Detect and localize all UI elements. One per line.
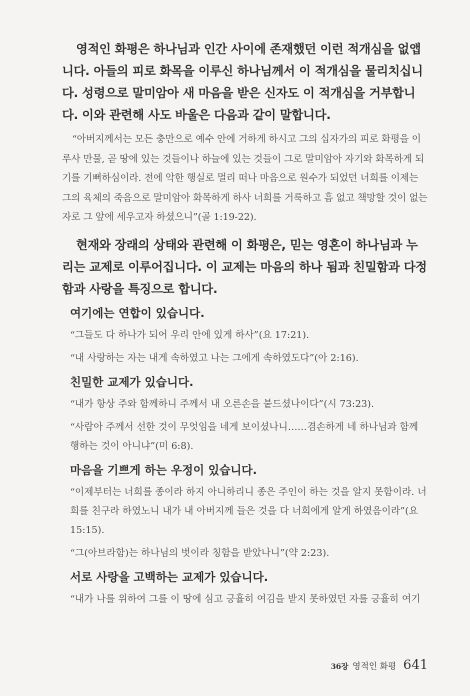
page-footer bbox=[331, 658, 428, 673]
scripture-quote: “내가 항상 주와 함께하니 주께서 내 오른손을 붙드셨나이다”(시 73:23). bbox=[70, 398, 375, 410]
body-paragraph: 영적인 화평은 하나님과 인간 사이에 존재했던 이런 적개심을 없앱니다. 아들의 피로 화목을 이루신 하나님께서 이 적개심을 물리치십니다. 성령으로 말미암아 새 마음을 받은 신자도 이 적개심을 거부합니다. 이와 관련해 사도 바울은 다음과 같이 말합니다. bbox=[62, 42, 423, 122]
scripture-quote: “그들도 다 하나가 되어 우리 안에 있게 하사”(요 17:21). bbox=[70, 329, 310, 341]
section-fellowship bbox=[62, 372, 428, 456]
scripture-quote: “사람아 주께서 선한 것이 무엇임을 네게 보이셨나니……겸손하게 네 하나님과 함께 행하는 것이 아니냐”(미 6:8). bbox=[70, 421, 419, 452]
page-body bbox=[62, 38, 428, 613]
scripture-quote: “그(아브라함)는 하나님의 벗이라 칭함을 받았나니”(약 2:23). bbox=[70, 547, 330, 559]
body-paragraph: 현재와 장래의 상태와 관련해 이 화평은, 믿는 영혼이 하나님과 누리는 교제로 이루어집니다. 이 교제는 마음의 하나 됨과 친밀함과 다정함과 사랑을 특징으로 합니다. bbox=[62, 237, 427, 296]
section-love bbox=[62, 567, 428, 609]
scripture-quote: “아버지께서는 모든 충만으로 예수 안에 거하게 하시고 그의 십자가의 피로 화평을 이루사 만물, 곧 땅에 있는 것들이나 하늘에 있는 것들이 그로 말미암아 자기와 화목하게 되기를 기뻐하심이라. 전에 악한 행실로 멀리 떠나 마음으로 원수가 되었던 너희를 이제는 그의 육체의 죽음으로 말미암아 화목하게 하사 너희를 거룩하고 흠 없고 책망할 것이 없는 자로 그 앞에 세우고자 하셨으니”(골 1:19-22). bbox=[62, 134, 428, 223]
page-number: 641 bbox=[403, 658, 428, 673]
section-heading: 여기에는 연합이 있습니다. bbox=[70, 305, 205, 320]
chapter-title: 영적인 화평 bbox=[352, 662, 397, 672]
section-friendship bbox=[62, 460, 428, 563]
scripture-quote: “내가 나를 위하여 그를 이 땅에 심고 긍휼히 여김을 받지 못하였던 자를 긍휼히 여기 bbox=[70, 593, 421, 605]
section-heading: 친밀한 교제가 있습니다. bbox=[70, 374, 194, 389]
section-union bbox=[62, 303, 428, 368]
section-heading: 마음을 기쁘게 하는 우정이 있습니다. bbox=[70, 462, 258, 477]
scripture-quote: “이제부터는 너희를 종이라 하지 아니하리니 종은 주인이 하는 것을 알지 못함이라. 너희를 친구라 하였노니 내가 내 아버지께 들은 것을 다 너희에게 알게 하였음이라”(요 15:15). bbox=[70, 486, 427, 536]
chapter-label: 36장 bbox=[330, 662, 349, 671]
scripture-quote: “내 사랑하는 자는 내게 속하였고 나는 그에게 속하였도다”(아 2:16). bbox=[70, 352, 359, 364]
section-heading: 서로 사랑을 고백하는 교제가 있습니다. bbox=[70, 569, 269, 584]
